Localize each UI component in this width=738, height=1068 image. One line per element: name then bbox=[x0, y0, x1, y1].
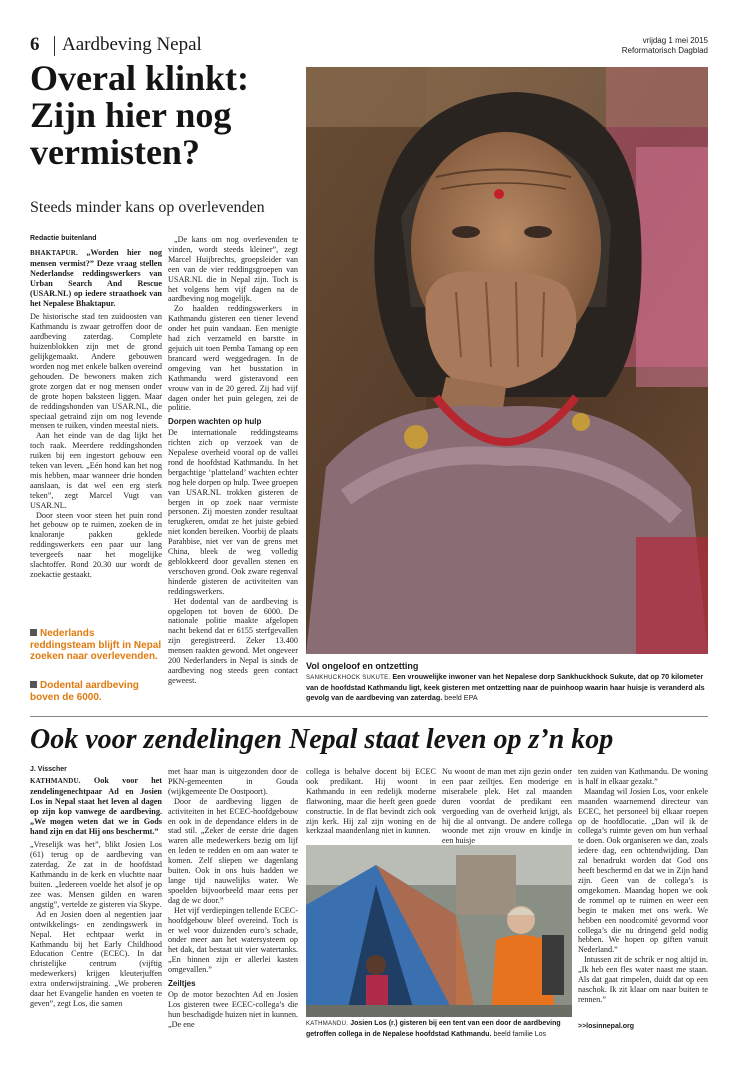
photo2-credit: beeld familie Los bbox=[493, 1030, 547, 1038]
story2-column-1 bbox=[30, 776, 162, 1009]
paragraph: De historische stad ten zuidoosten van Kathmandu is zwaar getroffen door de aardbeving zaterdag. Complete huizenblokken zijn met de grond gelijkgemaakt. Andere gebouwen worden nog met enkele balken overeind gehouden. De bewoners maken zich grote zorgen dat er nog mensen onder de grote hopen baksteen liggen. Maar de reddingshonden van USAR.NL, die speciaal getraind zijn om nog levende mensen te ruiken, vinden meestal niets. bbox=[30, 312, 162, 431]
story1-subhead: Steeds minder kans op overlevenden bbox=[30, 199, 265, 216]
paragraph: collega is behalve docent bij ECEC ook predikant. Hij woont in Kathmandu in een redelijk moderne flatwoning, maar die heeft geen goede constructie. In de flat bevindt zich ook zijn kerk. Hij zal zijn woning en de kerkzaal maandenlang niet in kunnen. bbox=[306, 767, 436, 836]
page-number: 6 bbox=[30, 34, 40, 55]
photo2-caption-text: Josien Los (r.) gisteren bij een tent van een door de aardbeving getroffen collega in de Nepalese hoofdstad Kathmandu. bbox=[306, 1020, 561, 1038]
story2-column-5 bbox=[578, 767, 708, 1005]
story2-byline: J. Visscher bbox=[30, 766, 67, 773]
website-link[interactable]: >>losinnepal.org bbox=[578, 1023, 635, 1030]
story1-lead bbox=[30, 248, 162, 308]
paragraph: Door de aardbeving liggen de activiteiten in het ECEC-hoofdgebouw en ook in de dependance elders in de stad stil. „Zeker de eerste drie dagen waren alle medewerkers bezig om lijf en leden te redden en om aan water te komen. Zelf sliepen we dagenlang buiten. Ook in ons huis hadden we lange tijd nauwelijks water. We spoelden bijvoorbeeld maar eens per dag de wc door.” bbox=[168, 796, 298, 905]
photo2-caption bbox=[306, 1019, 572, 1039]
story2-lead bbox=[30, 776, 162, 836]
photo-tent-illustration bbox=[306, 845, 572, 1017]
photo1-caption bbox=[306, 660, 708, 703]
paragraph: „De kans om nog overlevenden te vinden, wordt steeds kleiner”, zegt Marcel Huijbrechts, groepsleider van een van de vier reddingsgroepen van USAR.NL die in Nepal zijn. Toch is het volgens hem vijf dagen na de aardbeving nog mogelijk. bbox=[168, 235, 298, 304]
photo1-caption-title: Vol ongeloof en ontzetting bbox=[306, 661, 419, 671]
bullet-square-icon bbox=[30, 629, 37, 636]
section-title: Aardbeving Nepal bbox=[62, 34, 202, 55]
paragraph: „Vreselijk was het”, blikt Josien Los (61) terug op de aardbeving van zaterdag. Ze zat in de hoofdstad Kathmandu in de kerk en vluchtte naar buiten. „Iedereen voelde het alsof je op zee was. Mensen gilden en waren angstig”, vertelde ze gisteren via Skype. bbox=[30, 840, 162, 909]
photo1-caption-text: Een vrouwelijke inwoner van het Nepalese dorp Sankhuckhock Sukute, dat op 70 kilometer van de hoofdstad Kathmandu ligt, keek gisteren met ontzetting naar de puinhoop waarin haar huisje is veranderd als gevolg van de aardbeving van zaterdag. bbox=[306, 672, 705, 702]
photo1-credit: beeld EPA bbox=[444, 693, 478, 702]
pull-quote-2-text: Dodental aardbeving boven de 6000. bbox=[30, 680, 139, 703]
pull-quote-1-text: Nederlands reddingsteam blijft in Nepal zoeken naar overlevenden. bbox=[30, 628, 162, 662]
photo-tent-kathmandu bbox=[306, 845, 572, 1017]
paragraph: ten zuiden van Kathmandu. De woning is half in elkaar gezakt.” bbox=[578, 767, 708, 786]
paragraph: Het dodental van de aardbeving is opgelopen tot boven de 6000. De nationale politie maakte afgelopen nacht bekend dat er 6155 sterfgevallen zijn geregistreerd. Zeker 13.400 mensen raakten gewond. Met ongeveer 200 Nederlanders in Nepal is sinds de aardbeving nog steeds geen contact geweest. bbox=[168, 596, 298, 685]
photo1-caption-location: SANKHUCKHOCK SUKUTE. bbox=[306, 675, 391, 681]
paragraph: Door steen voor steen het puin rond het gebouw op te ruimen, zoeken de in knaloranje pakken geklede reddingswerkers een paar uur lang tevergeefs naar het mogelijke slachtoffer. Rond 20.30 uur wordt de zoekactie gestaakt. bbox=[30, 510, 162, 579]
paragraph: met haar man is uitgezonden door de PKN-gemeenten in Gouda (wijkgemeente De Oostpoort). bbox=[168, 767, 298, 796]
paragraph: Ad en Josien doen al negentien jaar ontwikkelings- en zendingswerk in Nepal. Het echtpaar werkt in Kathmandu bij het Early Childhood Education Centre (ECEC). In dat christelijke centrum (vijftig medewerkers) krijgen kleuterjuffen extra onderwijstraining. „We proberen daar het Evangelie handen en voeten te geven”, zegt Los, die samen bbox=[30, 909, 162, 1008]
paragraph: Aan het einde van de dag lijkt het toch raak. Meerdere reddingshonden ruiken bij een ingestort gebouw een teken van leven. „Eén hond kan het nog mis hebben, maar wanneer drie honden aanslaan, is dat wel een erg sterk teken”, zegt Marcel Vugt van USAR.NL. bbox=[30, 431, 162, 510]
story2-lead-text: Ook voor het zendelingenechtpaar Ad en Josien Los in Nepal staat het leven al dagen op zijn kop vanwege de aardbeving. „We mogen weten dat we in Gods hand zijn en dat Hij ons beschermt.” bbox=[30, 776, 163, 836]
story2-column-4 bbox=[442, 767, 572, 846]
story1-column-1 bbox=[30, 248, 162, 580]
paragraph: Het vijf verdiepingen tellende ECEC-hoofdgebouw bleef overeind. Toch is er wel voor duizenden euro’s schade, onder meer aan het watersysteem op het dak, dat bestaat uit vier watertanks. „En binnen zijn er allerlei kasten omgevallen.” bbox=[168, 905, 298, 975]
story1-lead-text: „Worden hier nog mensen vermist?” Deze vraag stellen Nederlandse reddingswerkers van Urban Search And Rescue (USAR.NL) op iedere straathoek van het Nepalese Bhaktapur. bbox=[30, 248, 162, 308]
header-divider bbox=[54, 36, 55, 56]
header-date-block bbox=[622, 36, 708, 56]
story1-byline: Redactie buitenland bbox=[30, 235, 97, 242]
paragraph: Intussen zit de schrik er nog altijd in. „Ik heb een fles water naast me staan. Als dat gaat rimpelen, duidt dat op een naschok. Ik zit klaar om naar buiten te rennen.” bbox=[578, 955, 708, 1004]
issue-date: vrijdag 1 mei 2015 bbox=[642, 36, 708, 45]
story1-subheading: Dorpen wachten op hulp bbox=[168, 417, 262, 427]
pull-quote-1 bbox=[30, 628, 162, 663]
paragraph: De internationale reddingsteams richten zich op verzoek van de Nepalese overheid vooral op de vallei rond de hoofdstad Kathmandu. In het bergachtige ‘platteland’ wachten echter nog hele dorpen op hulp. Twee groepen van USAR.NL trokken gisteren de bergen in op zoek naar vermiste personen. Zij moesten zonder resultaat terugkeren, omdat ze het juiste gebied niet konden bereiken. Voorbij de plaats Parahbise, niet ver van de grens met China, bleek de weg volledig geblokkeerd door gevallen stenen en verschoven grond. Ook zware regenval hinderde gisteren de activiteiten van reddingswerkers. bbox=[168, 428, 298, 596]
paragraph: Nu woont de man met zijn gezin onder een paar zeiltjes. Een moderige en miserabele plek. Het zal maanden duren voordat de predikant een vergoeding van de overheid krijgt, als hij die al ontvangt. De andere collega woonde met zijn vrouw en kindje in een huisje bbox=[442, 767, 572, 846]
paragraph: Op de motor bezochten Ad en Josien Los gisteren twee ECEC-collega’s die hun beschadigde huizen niet in kunnen. „De ene bbox=[168, 989, 298, 1029]
photo-woman-illustration bbox=[306, 67, 708, 654]
story-divider bbox=[30, 716, 708, 717]
bullet-square-icon bbox=[30, 681, 37, 688]
story1-headline: Overal klinkt: Zijn hier nog vermisten? bbox=[30, 58, 250, 172]
story2-subheading: Zeiltjes bbox=[168, 979, 196, 989]
story2-column-2 bbox=[168, 767, 298, 1030]
photo-woman-in-shock bbox=[306, 67, 708, 654]
story2-dateline: KATHMANDU. bbox=[30, 777, 81, 785]
story1-dateline: BHAKTAPUR. bbox=[30, 249, 78, 257]
paragraph: Zo haalden reddingswerkers in Kathmandu gisteren een tiener levend onder het puin vandaan. Een menigte had zich verzameld en barstte in gejuich uit toen Pemba Tamang op een brancard werd weggedragen. In de omgeving van het busstation in Kathmandu werd gisteravond een vrouw van in de 20 gered. Zij had vijf dagen onder het puin gelegen, zei de politie. bbox=[168, 304, 298, 413]
paragraph: Maandag wil Josien Los, voor enkele maanden waarnemend directeur van ECEC, het personeel bij elkaar roepen op de hoofdlocatie. „Dan wil ik de collega’s ruimte geven om hun verhaal te doen. Ook organiseren we dan, zoals iedere dag, een ochtendwijding. Dan zal benadrukt worden dat God ons heeft beschermd en dat we in Zijn hand zijn. Geen van de collega’s is omgekomen. Maandag hopen we ook de rommel op te ruimen en weer een begin te maken met ons werk. We hebben een noodcomité gevormd voor collega’s die nu dringend geld nodig hebben. We hopen op giften vanuit Nederland.” bbox=[578, 786, 708, 955]
newspaper-name: Reformatorisch Dagblad bbox=[621, 46, 708, 55]
pull-quote-2 bbox=[30, 680, 162, 703]
story1-column-2 bbox=[168, 235, 298, 686]
photo2-caption-location: KATHMANDU. bbox=[306, 1021, 349, 1027]
story2-headline: Ook voor zendelingen Nepal staat leven op z’n kop bbox=[30, 724, 614, 755]
story2-column-3 bbox=[306, 767, 436, 836]
